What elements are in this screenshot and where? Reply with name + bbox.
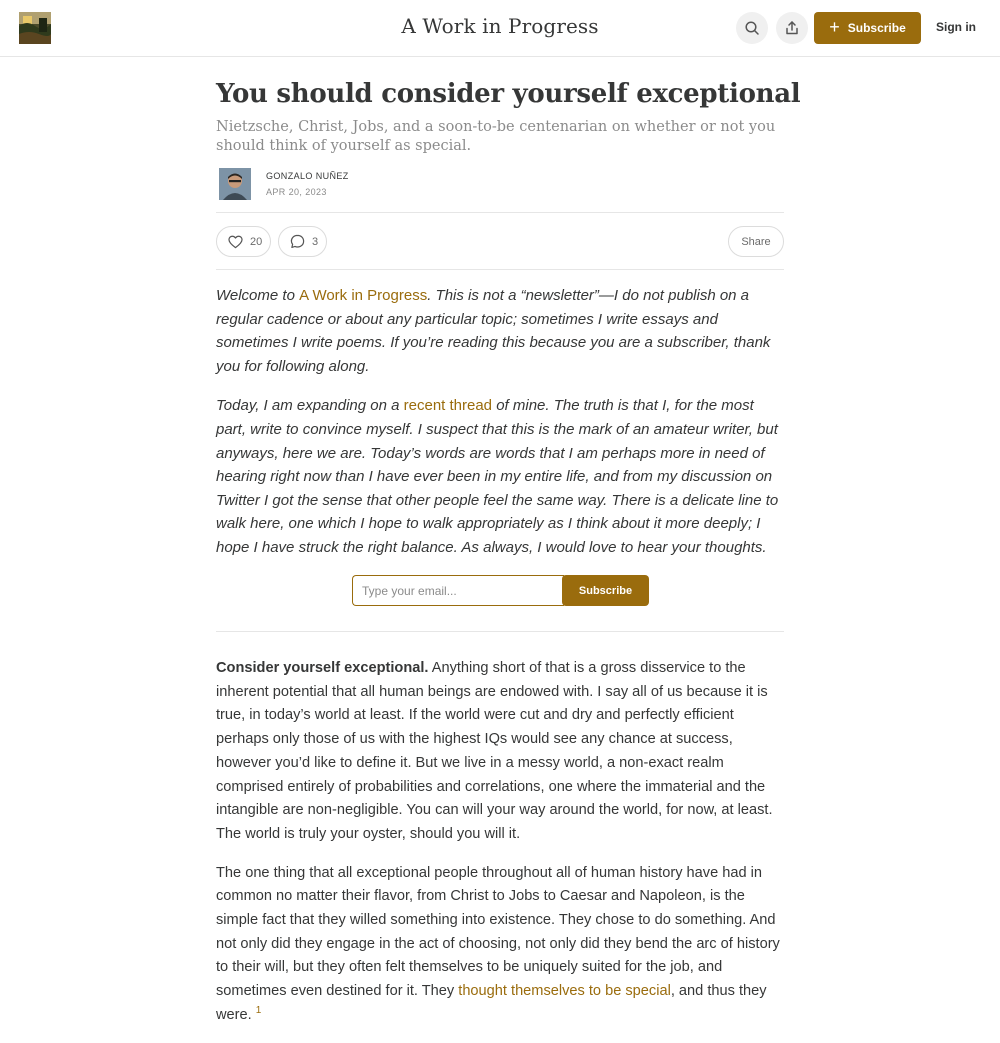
like-button[interactable] (216, 226, 271, 257)
share-upload-icon (784, 20, 800, 36)
subscribe-button[interactable] (814, 12, 921, 44)
post-body (216, 657, 786, 1043)
top-bar (0, 0, 1000, 57)
bold-lead: Consider yourself exceptional. (216, 660, 429, 676)
subscribe-form-button[interactable]: Subscribe (562, 575, 649, 606)
intro-text: Today, I am expanding on a (216, 397, 404, 415)
intro-text: of mine. The truth is that I, for the most part, write to convince myself. I suspect that this is the mark of an amateur writer, but anyways, here we are. Today’s words are words that I am perhaps more in need of hearing right now than I have ever been in my entire life, and from my discussion on Twitter I got the sense that other people feel the same way. There is a delicate line to walk here, one which I hope to walk appropriately as I think about it more deeply; I hope I have struck the right balance. As always, I would love to hear your thoughts. (216, 397, 779, 556)
search-button[interactable] (736, 12, 768, 44)
subscribe-button-label: Subscribe (847, 21, 906, 35)
recent-thread-link[interactable]: recent thread (403, 397, 493, 415)
search-icon (744, 20, 760, 36)
author-photo-icon (219, 168, 251, 200)
intro-note (216, 284, 786, 576)
publication-link[interactable]: A Work in Progress (299, 287, 428, 304)
comments-button[interactable] (278, 226, 327, 257)
post-subtitle: Nietzsche, Christ, Jobs, and a soon-to-be centenarian on whether or not you should think of yourself as special. (216, 119, 776, 154)
sign-in-link[interactable]: Sign in (936, 20, 976, 34)
subscribe-form (352, 575, 649, 606)
like-count: 20 (250, 235, 263, 248)
body-text: Anything short of that is a gross disservice to the inherent potential that all human beings are endowed with. I say all of us because it is true, in today’s world at least. If the world were cut and dry and perfectly efficient perhaps only those of us with the highest IQs would see any chance at success, however you’d like to define it. But we live in a messy world, a non-exact realm comprised entirely of probabilities and correlations, one where the immaterial and the intangible are non-negligible. You can will your way around the world, for now, at least. The world is truly your oyster, should you will it. (216, 660, 773, 842)
heart-icon (228, 235, 243, 249)
intro-text: . This is not a “newsletter”—I do not publish on a regular cadence or about any particular topic; sometimes I write essays and sometimes I write poems. If you’re reading this because you are a subscriber, thank you for following along. (216, 287, 771, 375)
share-button[interactable]: Share (728, 226, 784, 257)
divider (216, 631, 784, 632)
share-post-button[interactable] (776, 12, 808, 44)
intro-paragraph (216, 394, 786, 559)
post-title: You should consider yourself exceptional (216, 79, 801, 109)
divider (216, 269, 784, 270)
footnote-link[interactable]: 1 (255, 1004, 262, 1016)
thought-special-link[interactable]: thought themselves to be special (458, 983, 671, 1000)
comment-count: 3 (312, 235, 319, 248)
comment-bubble-icon (290, 234, 305, 249)
author-avatar[interactable] (219, 168, 251, 200)
divider (216, 212, 784, 213)
body-text: The one thing that all exceptional people throughout all of human history have had in common no matter their flavor, from Christ to Jobs to Caesar and Napoleon, is the simple fact that they willed something into existence. They chose to do something. And not only did they engage in the act of choosing, not only did they bend the arc of history to their will, but they often felt themselves to be uniquely suited for the job, and sometimes even destined for it. They (216, 864, 780, 1000)
plus-icon: + (829, 17, 840, 37)
publication-title[interactable]: A Work in Progress (401, 14, 599, 38)
byline (219, 168, 779, 202)
publish-date: APR 20, 2023 (266, 187, 327, 197)
body-text: , and thus they were. (216, 983, 767, 1023)
intro-paragraph (216, 284, 786, 378)
email-input[interactable] (352, 575, 564, 606)
body-paragraph (216, 862, 786, 1028)
author-name[interactable]: GONZALO NUÑEZ (266, 171, 349, 181)
intro-text: Welcome to (216, 287, 300, 304)
body-paragraph (216, 657, 786, 847)
